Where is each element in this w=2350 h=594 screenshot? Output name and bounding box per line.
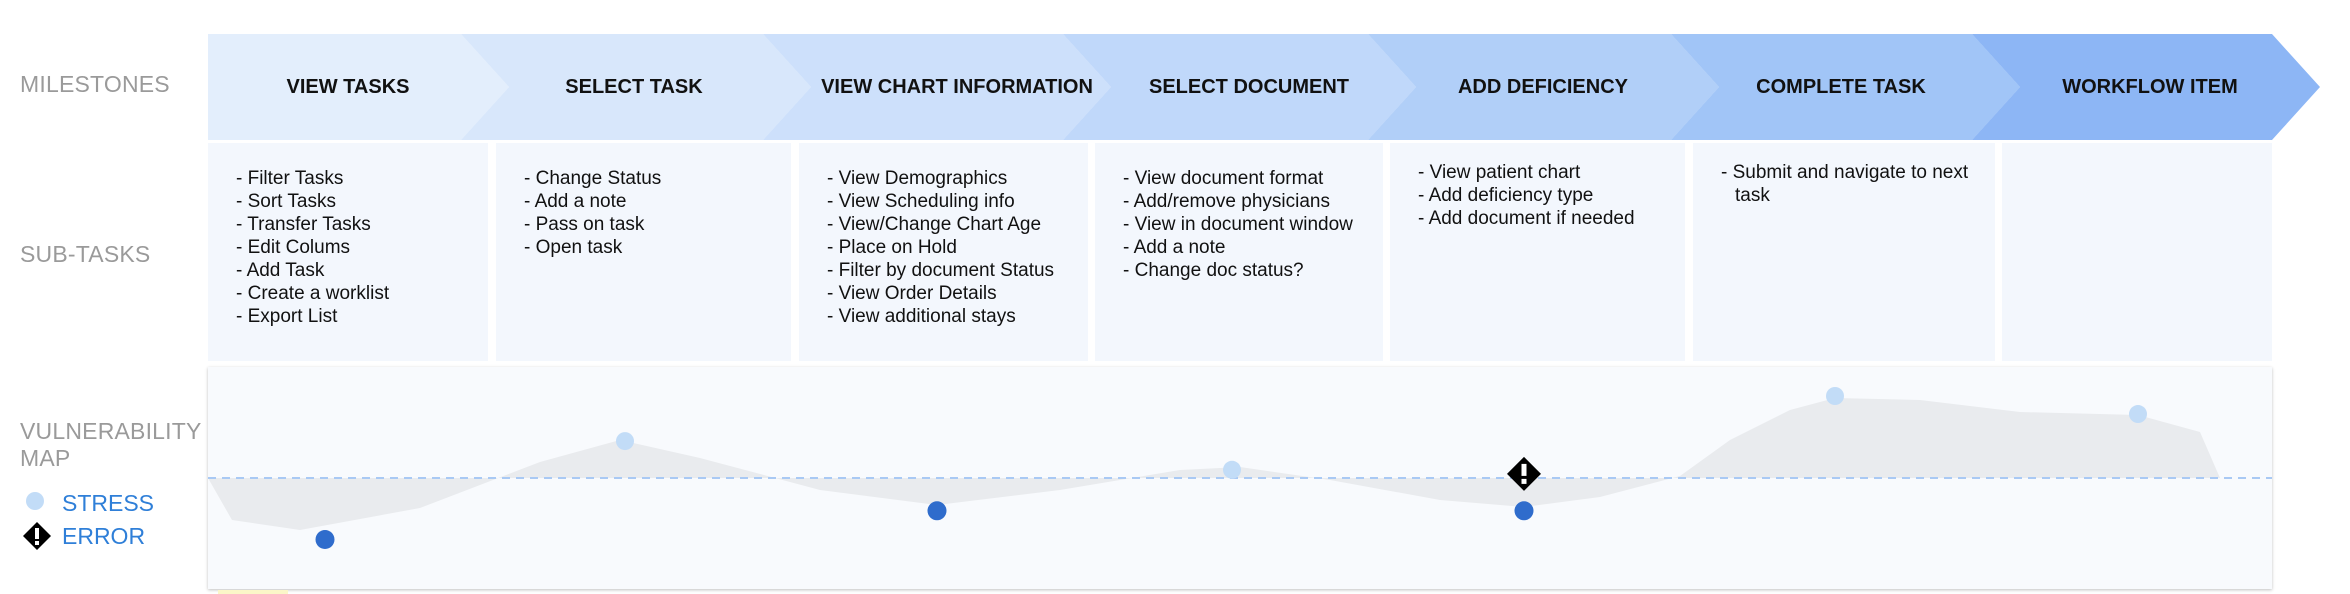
subtask-item: - View Order Details	[827, 282, 1088, 305]
milestone-label: WORKFLOW ITEM	[2062, 76, 2238, 98]
legend-stress	[22, 488, 154, 518]
light-blue-dot-icon	[22, 488, 52, 518]
subtask-item: - Export List	[236, 305, 488, 328]
milestone-label: VIEW CHART INFORMATION	[821, 76, 1093, 98]
subtask-list	[1123, 167, 1383, 282]
milestone-label: VIEW TASKS	[286, 76, 410, 98]
milestone-label: SELECT TASK	[565, 76, 703, 98]
subtask-item: - Change Status	[524, 167, 791, 190]
subtask-item: - View additional stays	[827, 305, 1088, 328]
subtask-item: - View patient chart	[1418, 161, 1685, 184]
subtask-list	[236, 167, 488, 328]
subtask-item: - Add/remove physicians	[1123, 190, 1383, 213]
subtask-item: - View Scheduling info	[827, 190, 1088, 213]
subtask-list	[827, 167, 1088, 328]
highlight-mark	[218, 590, 288, 594]
subtask-item: - Filter by document Status	[827, 259, 1088, 282]
subtask-item: - Add Task	[236, 259, 488, 282]
subtasks-row-label: SUB-TASKS	[20, 241, 151, 267]
subtask-item: - Create a worklist	[236, 282, 488, 305]
vulnerability-area	[208, 398, 2220, 530]
low-point	[1515, 501, 1534, 520]
subtask-item: - Change doc status?	[1123, 259, 1383, 282]
subtask-box	[1095, 143, 1383, 361]
subtask-item: - View document format	[1123, 167, 1383, 190]
legend-error	[22, 521, 145, 551]
vulnerability-map-panel	[208, 367, 2272, 589]
warning-diamond-icon	[22, 521, 52, 551]
subtask-item: - Add deficiency type	[1418, 184, 1685, 207]
stress-point	[616, 432, 634, 450]
subtask-list	[1418, 161, 1685, 230]
subtask-item: - View in document window	[1123, 213, 1383, 236]
low-point	[928, 501, 947, 520]
milestone-label: SELECT DOCUMENT	[1149, 76, 1349, 98]
legend-stress-label: STRESS	[62, 489, 155, 516]
subtask-item: - Sort Tasks	[236, 190, 488, 213]
subtask-item: - Filter Tasks	[236, 167, 488, 190]
milestone-label: COMPLETE TASK	[1756, 76, 1926, 98]
subtask-item: - Edit Colums	[236, 236, 488, 259]
milestone-label: ADD DEFICIENCY	[1457, 76, 1628, 98]
low-point	[316, 530, 335, 549]
subtask-item: - Place on Hold	[827, 236, 1088, 259]
vulnerability-map-chart	[208, 367, 2272, 589]
subtask-box	[496, 143, 791, 361]
subtask-box	[799, 143, 1088, 361]
subtask-item: - Add a note	[524, 190, 791, 213]
vulnerability-row-label: VULNERABILITY MAP	[20, 418, 202, 471]
subtask-item: - Pass on task	[524, 213, 791, 236]
subtask-item: - Add a note	[1123, 236, 1383, 259]
milestones-row-label: MILESTONES	[20, 71, 170, 97]
subtask-item: - Add document if needed	[1418, 207, 1685, 230]
subtask-item: - View Demographics	[827, 167, 1088, 190]
subtask-box	[2002, 143, 2272, 361]
subtask-box	[208, 143, 488, 361]
legend-error-label: ERROR	[62, 522, 146, 549]
subtask-list	[524, 167, 791, 259]
subtask-list	[1721, 161, 1995, 207]
subtask-item: - View/Change Chart Age	[827, 213, 1088, 236]
subtask-box	[1693, 143, 1995, 361]
subtask-item: - Transfer Tasks	[236, 213, 488, 236]
stress-point	[1826, 387, 1844, 405]
subtask-item: - Open task	[524, 236, 791, 259]
subtask-item: - Submit and navigate to next task	[1721, 161, 1995, 207]
stress-point	[2129, 405, 2147, 423]
subtask-box	[1390, 143, 1685, 361]
stress-point	[1223, 461, 1241, 479]
